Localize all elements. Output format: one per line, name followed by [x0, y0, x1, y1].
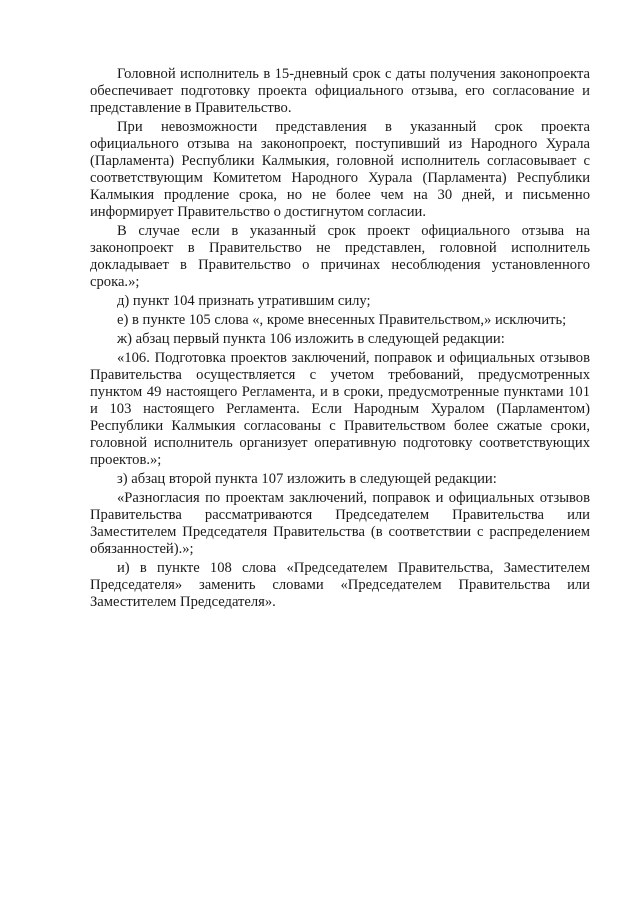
- paragraph-clause-106: «106. Подготовка проектов заключений, поправок и официальных отзывов Правительства осуществляется с учетом требований, предусмотренных пунктом 49 настоящего Регламента, и в сроки, предусмотренные пунктами 101 и 103 настоящего Регламента. Если Народным Хуралом (Парламентом) Республики Калмыкия согласованы с Правительством более сжатые сроки, головной исполнитель организует оперативную подготовку соответствующих проектов.»;: [90, 350, 590, 468]
- paragraph-item-d: д) пункт 104 признать утратившим силу;: [117, 293, 371, 309]
- paragraph-disagreements: «Разногласия по проектам заключений, поправок и официальных отзывов Правительства рассматриваются Председателем Правительства или Заместителем Председателя Правительства (в соответствии с распределением обязанностей).»;: [90, 490, 590, 557]
- paragraph-item-z: з) абзац второй пункта 107 изложить в следующей редакции:: [117, 471, 497, 487]
- paragraph-response-deadline: Головной исполнитель в 15-дневный срок с даты получения законопроекта обеспечивает подготовку проекта официального отзыва, его согласование и представление в Правительство.: [90, 66, 590, 116]
- paragraph-extension: При невозможности представления в указанный срок проекта официального отзыва на законопроект, поступивший из Народного Хурала (Парламента) Республики Калмыкия, головной исполнитель согласовывает с соответствующим Комитетом Народного Хурала (Парламента) Республики Калмыкия продление срока, но не более чем на 30 дней, и письменно информирует Правительство о достигнутом согласии.: [90, 119, 590, 220]
- paragraph-item-i: и) в пункте 108 слова «Председателем Правительства, Заместителем Председателя» заменить словами «Председателем Правительства или Заместителем Председателя».: [90, 560, 590, 610]
- paragraph-not-submitted: В случае если в указанный срок проект официального отзыва на законопроект в Правительство не представлен, головной исполнитель докладывает в Правительство о причинах несоблюдения установленного срока.»;: [90, 223, 590, 290]
- document-body: [90, 66, 590, 611]
- paragraph-item-zh: ж) абзац первый пункта 106 изложить в следующей редакции:: [117, 331, 505, 347]
- paragraph-item-e: е) в пункте 105 слова «, кроме внесенных Правительством,» исключить;: [117, 312, 567, 328]
